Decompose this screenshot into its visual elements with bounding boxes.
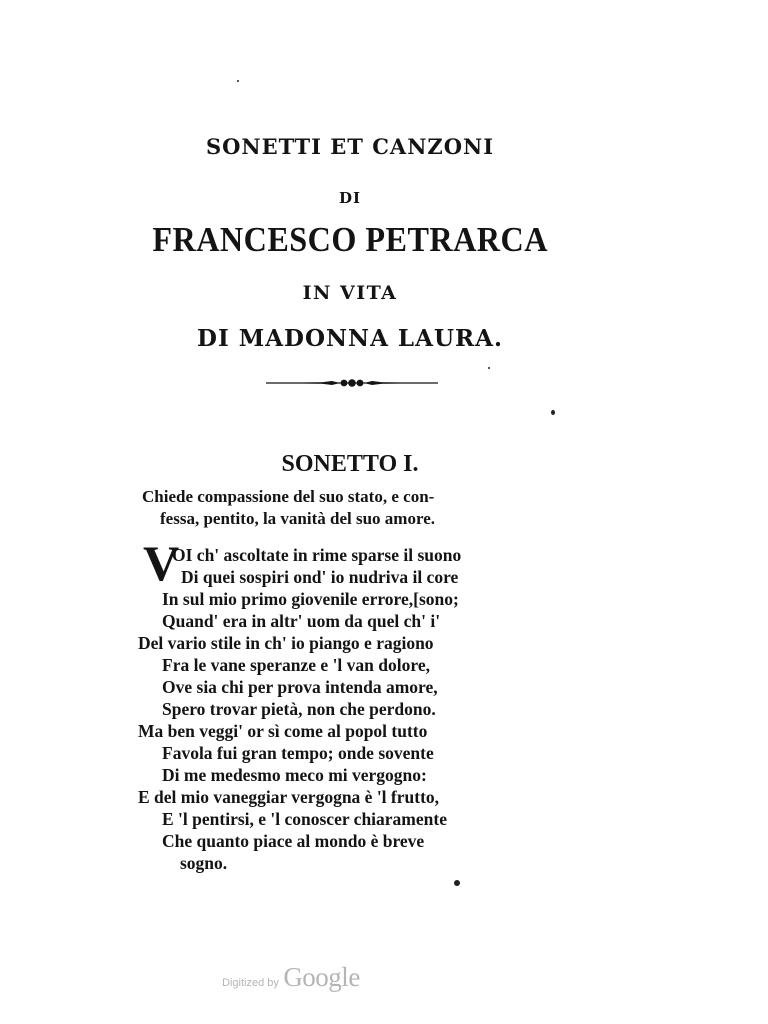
sonnet-argument <box>142 486 562 530</box>
ink-speck <box>237 80 239 82</box>
title-line-2: DI <box>338 189 362 207</box>
title-line-4: IN VITA <box>302 282 398 304</box>
author-name: FRANCESCO PETRARCA <box>152 220 548 259</box>
verse-line: Ove sia chi per prova intenda amore, <box>162 677 438 697</box>
sonnet-title: SONETTO I. <box>281 451 419 477</box>
argument-line-1: Chiede compassione del suo stato, e con- <box>142 487 435 506</box>
verse-line: Spero trovar pietà, non che perdono. <box>162 699 436 719</box>
verse-line: E 'l pentirsi, e 'l conoscer chiaramente <box>162 809 447 829</box>
verse-line: Ma ben veggi' or sì come al popol tutto <box>138 721 428 741</box>
ink-speck <box>454 880 460 886</box>
title-line-5: DI MADONNA LAURA. <box>197 325 503 352</box>
verse-line: Del vario stile in ch' io piango e ragiono <box>138 633 434 653</box>
verse-line: Fra le vane speranze e 'l van dolore, <box>162 655 430 675</box>
title-line-1: SONETTI ET CANZONI <box>205 134 495 159</box>
verse-line: Favola fui gran tempo; onde sovente <box>162 743 434 763</box>
verse-line: Quand' era in altr' uom da quel ch' i' <box>162 611 441 631</box>
verse-line: In sul mio primo giovenile errore,[sono; <box>162 589 459 609</box>
verse-line: Di quei sospiri ond' io nudriva il core <box>181 567 459 587</box>
ornament-divider <box>262 376 442 390</box>
digitized-by-label: Digitized by <box>222 977 279 989</box>
google-logo: Google <box>283 962 360 992</box>
digitized-watermark <box>222 962 360 993</box>
verse-line: Che quanto piace al mondo è breve <box>162 831 425 851</box>
verse-line: E del mio vaneggiar vergogna è 'l frutto, <box>138 787 440 807</box>
verse-line: Di me medesmo meco mi vergogno: <box>162 765 427 785</box>
ink-speck <box>551 410 555 415</box>
verse-line: sogno. <box>180 853 228 873</box>
verse-line: OI ch' ascoltate in rime sparse il suono <box>172 545 462 565</box>
drop-cap: V <box>143 535 180 591</box>
ink-speck <box>488 367 490 369</box>
argument-line-2: fessa, pentito, la vanità del suo amore. <box>160 509 435 528</box>
